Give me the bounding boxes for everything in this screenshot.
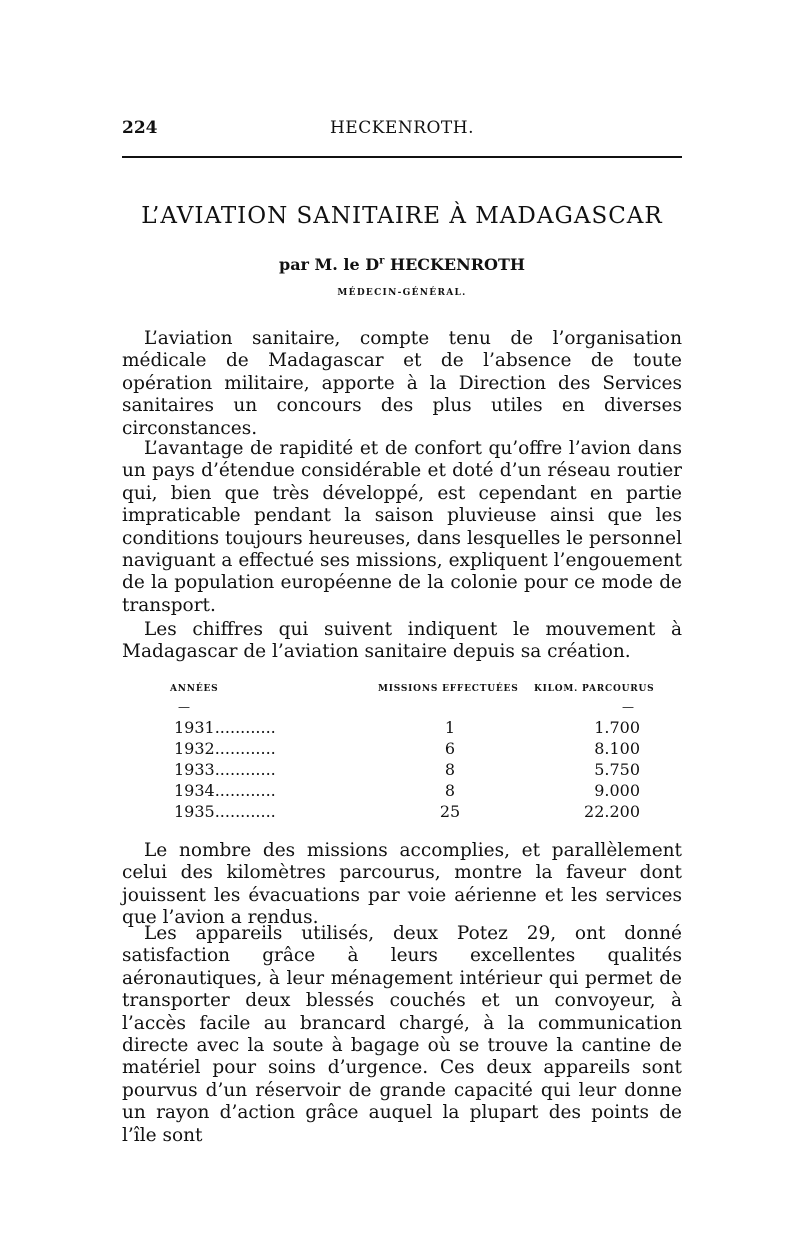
year-value: 1932: [174, 739, 215, 758]
article-title: L’AVIATION SANITAIRE À MADAGASCAR: [141, 203, 663, 229]
header-rule: [122, 156, 682, 158]
cell-missions: 8: [444, 760, 456, 779]
cell-kilometers: 5.750: [594, 760, 640, 779]
dot-leader: ............: [214, 739, 276, 758]
paragraph-4: Le nombre des missions accomplies, et parallèlement celui des kilomètres parcourus, montre la faveur dont jouissent les évacuations par voie aérienne et les services que l’avion a rendus.: [122, 840, 682, 929]
table-row: [170, 718, 670, 739]
year-value: 1934: [174, 781, 215, 800]
cell-kilometers: 22.200: [584, 802, 640, 821]
dot-leader: ............: [214, 781, 276, 800]
dot-leader: ............: [214, 802, 276, 821]
cell-year: [174, 760, 276, 779]
year-value: 1935: [174, 802, 215, 821]
year-value: 1931: [174, 718, 215, 737]
cell-kilometers: 1.700: [594, 718, 640, 737]
dash-year: —: [178, 700, 190, 714]
byline-superscript: r: [379, 255, 385, 267]
paragraph-2: L’avantage de rapidité et de confort qu’offre l’avion dans un pays d’étendue considérable et doté d’un réseau routier qui, bien que très développé, est cependant en partie impraticable pendant la saison pluvieuse ainsi que les conditions toujours heureuses, dans lesquelles le personnel naviguant a effectué ses missions, expliquent l’engouement de la population européenne de la colonie pour ce mode de transport.: [122, 438, 682, 616]
cell-missions: 8: [444, 781, 456, 800]
table-row: [170, 739, 670, 760]
running-head: [122, 118, 682, 142]
year-value: 1933: [174, 760, 215, 779]
table-row: [170, 781, 670, 802]
cell-year: [174, 718, 276, 737]
dot-leader: ............: [214, 718, 276, 737]
cell-missions: 1: [444, 718, 456, 737]
running-title: HECKENROTH.: [329, 118, 475, 138]
byline: [122, 255, 682, 274]
table-row: [170, 802, 670, 823]
table-header-row: [170, 684, 670, 698]
paragraph-3: Les chiffres qui suivent indiquent le mouvement à Madagascar de l’aviation sanitaire depuis sa création.: [122, 619, 682, 663]
page-number: 224: [122, 118, 158, 138]
header-years: ANNÉES: [170, 684, 219, 694]
cell-year: [174, 802, 276, 821]
author-title: MÉDECIN-GÉNÉRAL.: [337, 288, 467, 298]
header-missions: MISSIONS EFFECTUÉES: [378, 684, 519, 694]
dash-kilometers: —: [622, 700, 634, 714]
byline-prefix: par M. le D: [279, 255, 380, 274]
header-kilometers: KILOM. PARCOURUS: [534, 684, 655, 694]
statistics-table: [170, 684, 670, 823]
cell-missions: 25: [439, 802, 461, 821]
dot-leader: ............: [214, 760, 276, 779]
cell-year: [174, 781, 276, 800]
cell-kilometers: 8.100: [594, 739, 640, 758]
cell-missions: 6: [444, 739, 456, 758]
cell-kilometers: 9.000: [594, 781, 640, 800]
cell-year: [174, 739, 276, 758]
paragraph-1: L’aviation sanitaire, compte tenu de l’organisation médicale de Madagascar et de l’absence de toute opération militaire, apporte à la Direction des Services sanitaires un concours des plus utiles en diverses circonstances.: [122, 328, 682, 439]
byline-name: HECKENROTH: [384, 255, 525, 274]
paragraph-5: Les appareils utilisés, deux Potez 29, ont donné satisfaction grâce à leurs excellentes qualités aéronautiques, à leur ménagement intérieur qui permet de transporter deux blessés couchés et un convoyeur, à l’accès facile au brancard chargé, à la communication directe avec la soute à bagage où se trouve la cantine de matériel pour soins d’urgence. Ces deux appareils sont pourvus d’un réservoir de grande capacité qui leur donne un rayon d’action grâce auquel la plupart des points de l’île sont: [122, 923, 682, 1146]
table-row: [170, 760, 670, 781]
table-dash-row: [170, 698, 670, 718]
